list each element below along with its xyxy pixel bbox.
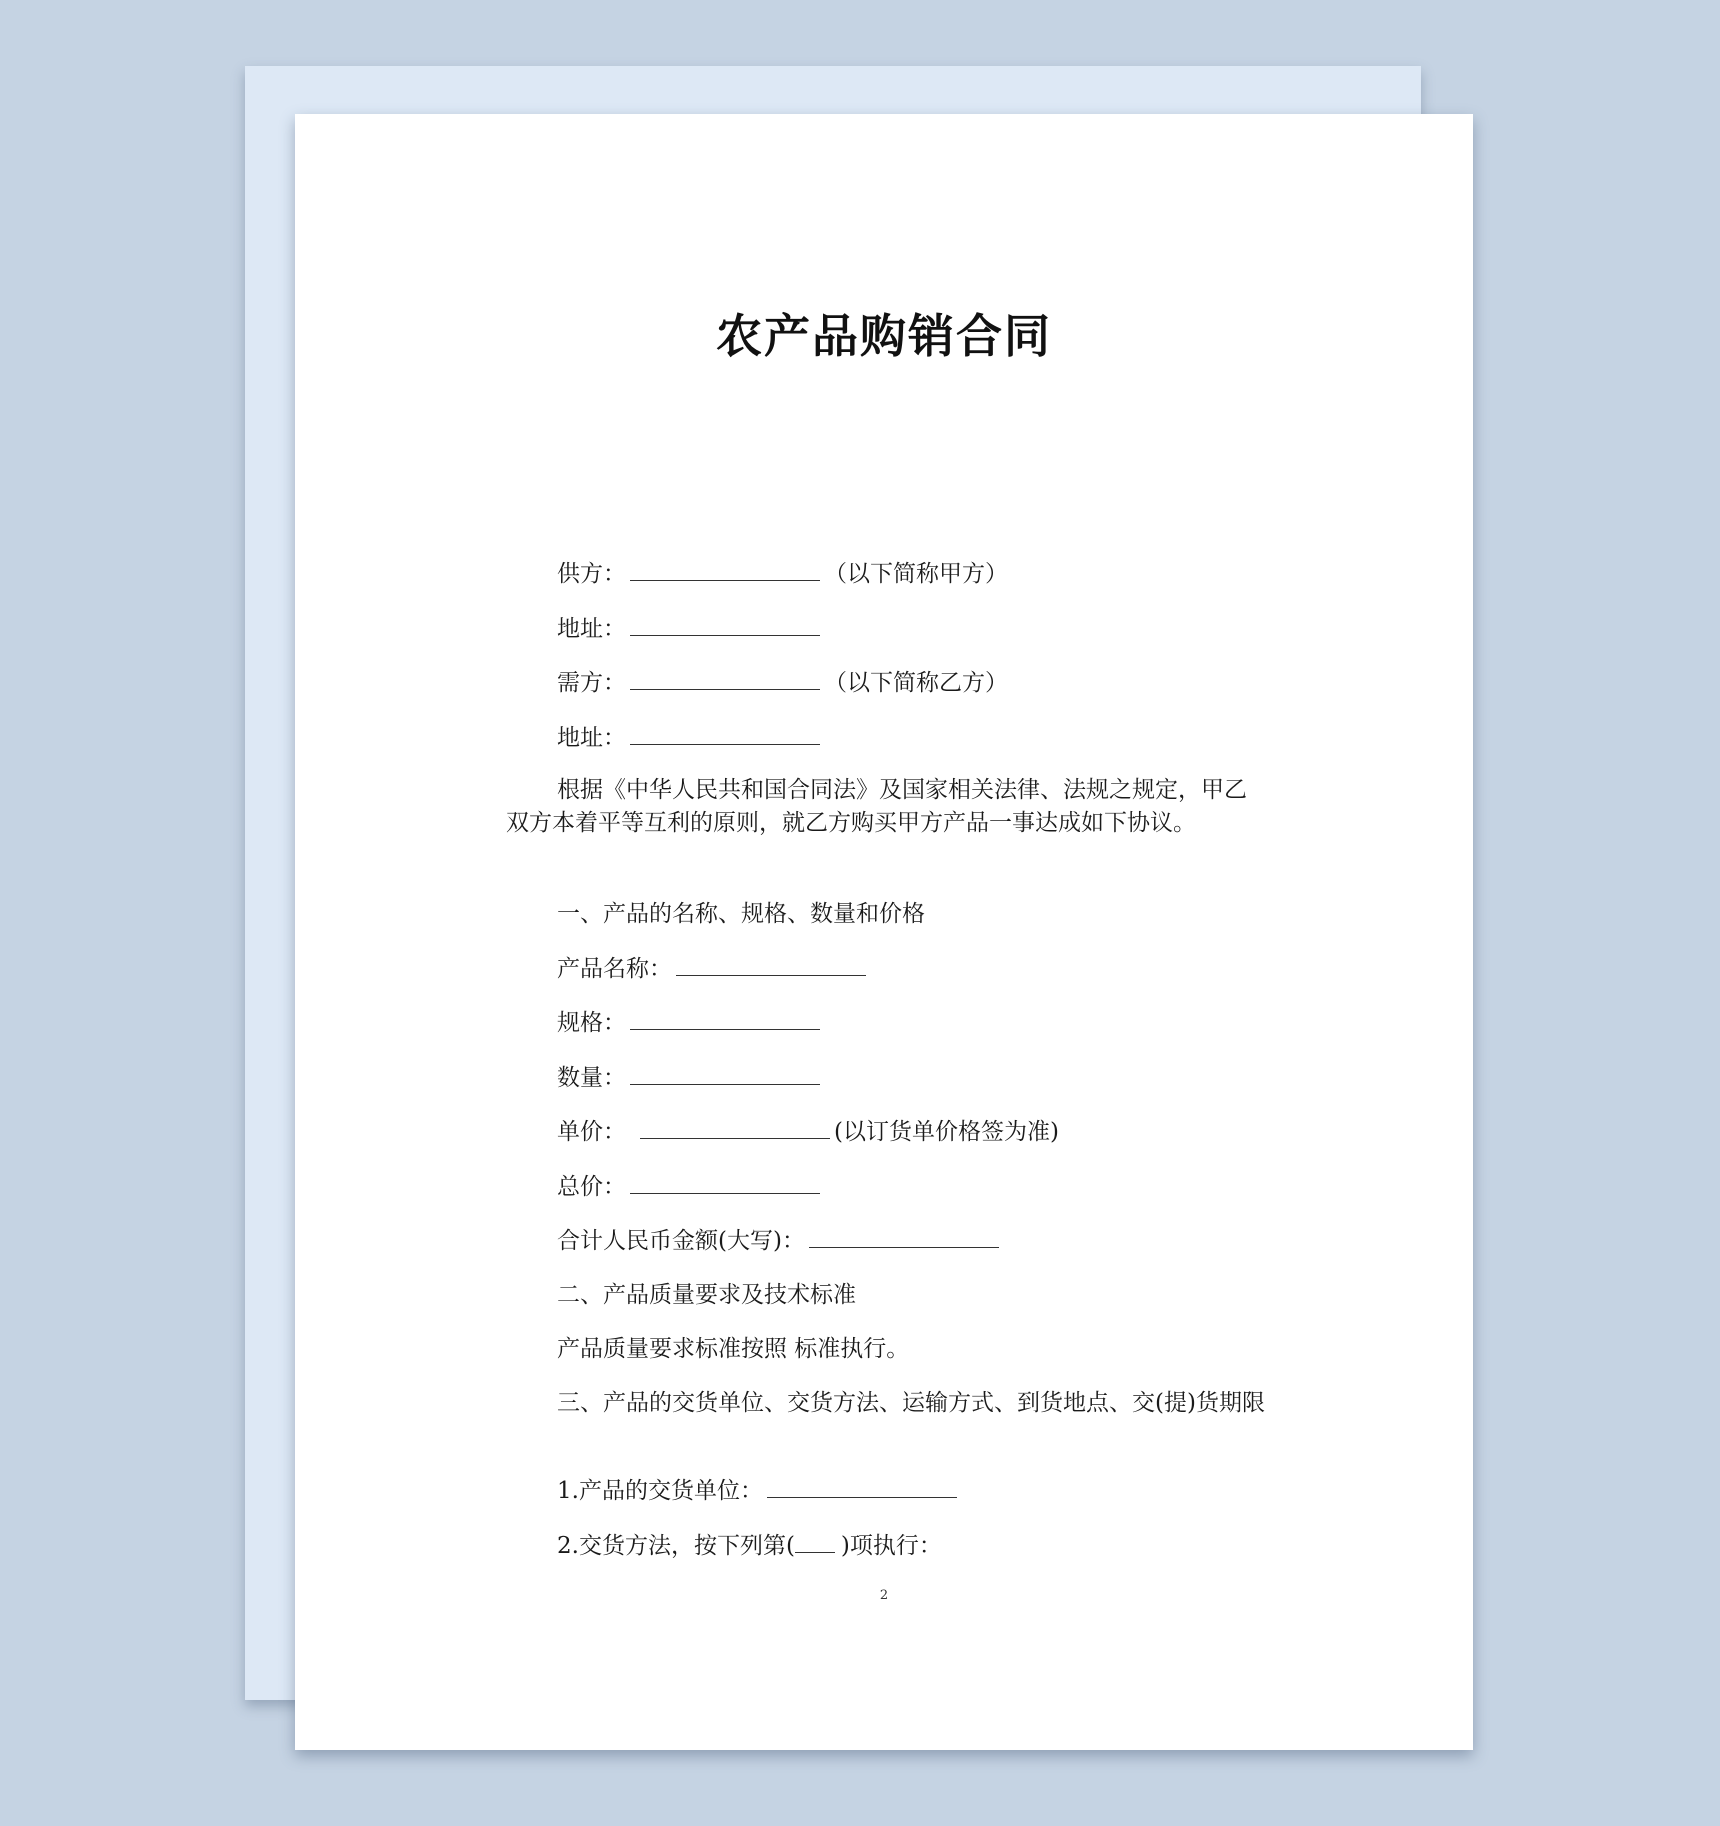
unit-price-blank	[640, 1116, 830, 1139]
total-price-blank	[630, 1171, 820, 1194]
quantity-label: 数量：	[557, 1065, 626, 1091]
total-price-line	[557, 1171, 824, 1202]
delivery-unit-blank	[767, 1475, 957, 1498]
quality-text: 产品质量要求标准按照 标准执行。	[557, 1336, 910, 1362]
product-name-line	[557, 953, 870, 984]
document-title: 农产品购销合同	[716, 309, 1052, 363]
document-page	[295, 114, 1473, 1750]
supplier-note: （以下简称甲方）	[824, 561, 1008, 587]
delivery-method-prefix: 2.交货方法，按下列第(	[557, 1533, 795, 1559]
total-price-label: 总价：	[557, 1174, 626, 1200]
delivery-method-suffix: )项执行：	[840, 1533, 942, 1559]
supplier-line	[557, 558, 1008, 589]
delivery-unit-label: 1.产品的交货单位：	[557, 1478, 763, 1504]
supplier-label: 供方：	[557, 561, 626, 587]
buyer-blank	[630, 667, 820, 690]
buyer-address-line	[557, 722, 824, 753]
spec-line	[557, 1007, 824, 1038]
buyer-line	[557, 667, 1008, 698]
address-label: 地址：	[557, 725, 626, 751]
delivery-method-blank	[795, 1530, 835, 1553]
supplier-blank	[630, 558, 820, 581]
section3-heading	[506, 1387, 1266, 1420]
product-name-blank	[676, 953, 866, 976]
rmb-amount-blank	[809, 1225, 999, 1248]
delivery-unit-line	[557, 1475, 961, 1506]
rmb-amount-label: 合计人民币金额(大写)：	[557, 1228, 805, 1254]
buyer-address-blank	[630, 722, 820, 745]
unit-price-line	[557, 1116, 1059, 1147]
product-name-label: 产品名称：	[557, 956, 672, 982]
supplier-address-blank	[630, 613, 820, 636]
page-number: 2	[879, 1588, 889, 1603]
section1-heading: 一、产品的名称、规格、数量和价格	[557, 901, 925, 927]
spec-blank	[630, 1007, 820, 1030]
section2-heading: 二、产品质量要求及技术标准	[557, 1282, 856, 1308]
address-label: 地址：	[557, 616, 626, 642]
unit-price-label: 单价：	[557, 1119, 626, 1145]
quantity-line	[557, 1062, 824, 1093]
quantity-blank	[630, 1062, 820, 1085]
rmb-amount-line	[557, 1225, 1003, 1256]
delivery-method-line	[557, 1530, 942, 1561]
preamble-paragraph	[506, 774, 1266, 840]
unit-price-note: (以订货单价格签为准)	[834, 1119, 1059, 1145]
buyer-note: （以下简称乙方）	[824, 670, 1008, 696]
buyer-label: 需方：	[557, 670, 626, 696]
spec-label: 规格：	[557, 1010, 626, 1036]
preamble-text: 根据《中华人民共和国合同法》及国家相关法律、法规之规定，甲乙双方本着平等互利的原则，就乙方购买甲方产品一事达成如下协议。	[506, 777, 1247, 836]
section3-heading-text: 三、产品的交货单位、交货方法、运输方式、到货地点、交(提)货期限	[557, 1390, 1265, 1416]
supplier-address-line	[557, 613, 824, 644]
